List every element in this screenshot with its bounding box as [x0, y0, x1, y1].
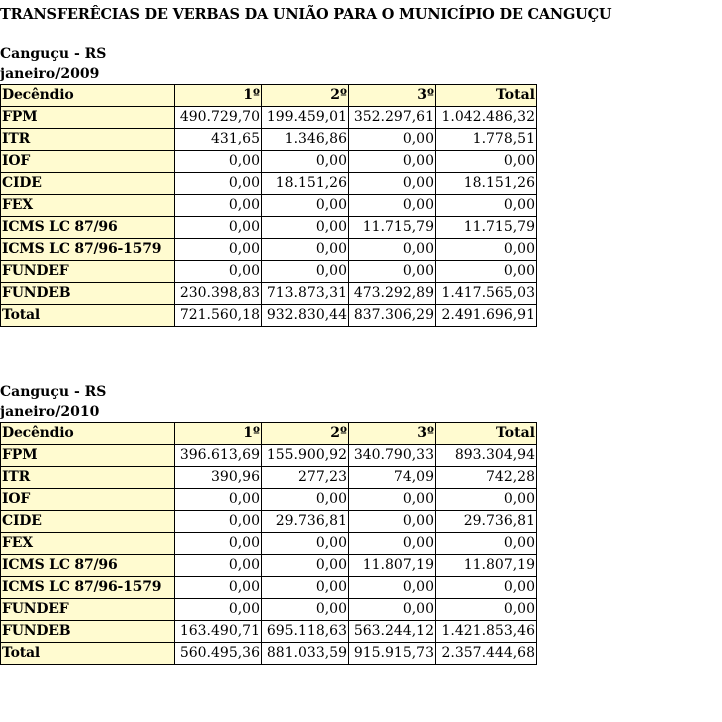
value-cell: 695.118,63 — [262, 621, 349, 643]
value-cell: 29.736,81 — [262, 511, 349, 533]
value-cell: 0,00 — [262, 217, 349, 239]
value-cell: 0,00 — [175, 261, 262, 283]
row-label: FEX — [1, 533, 175, 555]
value-cell: 837.306,29 — [349, 305, 436, 327]
value-cell: 0,00 — [175, 511, 262, 533]
value-cell: 0,00 — [175, 489, 262, 511]
value-cell: 29.736,81 — [436, 511, 537, 533]
value-cell: 0,00 — [175, 577, 262, 599]
row-label: FUNDEB — [1, 621, 175, 643]
value-cell: 1.417.565,03 — [436, 283, 537, 305]
value-cell: 0,00 — [262, 239, 349, 261]
row-label: FEX — [1, 195, 175, 217]
value-cell: 390,96 — [175, 467, 262, 489]
value-cell: 0,00 — [436, 239, 537, 261]
value-cell: 0,00 — [436, 599, 537, 621]
section-city: Canguçu - RS — [0, 384, 107, 400]
value-cell: 11.807,19 — [349, 555, 436, 577]
column-header: 3º — [349, 85, 436, 107]
column-header: 3º — [349, 423, 436, 445]
table-header-row — [1, 423, 537, 445]
column-header-decendio: Decêndio — [1, 423, 175, 445]
value-cell: 1.346,86 — [262, 129, 349, 151]
value-cell: 0,00 — [349, 533, 436, 555]
value-cell: 0,00 — [262, 533, 349, 555]
table-row — [1, 533, 537, 555]
value-cell: 0,00 — [262, 261, 349, 283]
value-cell: 0,00 — [349, 239, 436, 261]
total-row — [1, 643, 537, 665]
column-header: 2º — [262, 85, 349, 107]
row-label: Total — [1, 643, 175, 665]
column-header: Total — [436, 85, 537, 107]
value-cell: 11.715,79 — [349, 217, 436, 239]
section-2009 — [0, 44, 537, 327]
value-cell: 0,00 — [262, 489, 349, 511]
value-cell: 0,00 — [175, 555, 262, 577]
row-label: FUNDEF — [1, 599, 175, 621]
row-label: ICMS LC 87/96-1579 — [1, 239, 175, 261]
section-month: janeiro/2009 — [0, 66, 100, 82]
value-cell: 560.495,36 — [175, 643, 262, 665]
value-cell: 713.873,31 — [262, 283, 349, 305]
table-row — [1, 261, 537, 283]
value-cell: 0,00 — [349, 577, 436, 599]
table-row — [1, 445, 537, 467]
value-cell: 0,00 — [262, 151, 349, 173]
value-cell: 163.490,71 — [175, 621, 262, 643]
value-cell: 893.304,94 — [436, 445, 537, 467]
row-label: IOF — [1, 151, 175, 173]
value-cell: 230.398,83 — [175, 283, 262, 305]
value-cell: 199.459,01 — [262, 107, 349, 129]
value-cell: 0,00 — [349, 173, 436, 195]
value-cell: 0,00 — [175, 217, 262, 239]
value-cell: 0,00 — [175, 599, 262, 621]
value-cell: 396.613,69 — [175, 445, 262, 467]
table-row — [1, 173, 537, 195]
value-cell: 18.151,26 — [262, 173, 349, 195]
value-cell: 0,00 — [436, 151, 537, 173]
value-cell: 352.297,61 — [349, 107, 436, 129]
column-header: Total — [436, 423, 537, 445]
transfers-table-2009 — [0, 84, 537, 327]
value-cell: 0,00 — [349, 151, 436, 173]
table-row — [1, 555, 537, 577]
value-cell: 11.715,79 — [436, 217, 537, 239]
row-label: ICMS LC 87/96 — [1, 217, 175, 239]
total-row — [1, 305, 537, 327]
column-header-decendio: Decêndio — [1, 85, 175, 107]
value-cell: 0,00 — [349, 195, 436, 217]
row-label: FUNDEF — [1, 261, 175, 283]
section-city: Canguçu - RS — [0, 46, 107, 62]
value-cell: 0,00 — [436, 195, 537, 217]
value-cell: 1.421.853,46 — [436, 621, 537, 643]
value-cell: 0,00 — [349, 129, 436, 151]
table-header-row — [1, 85, 537, 107]
value-cell: 0,00 — [349, 511, 436, 533]
table-row — [1, 621, 537, 643]
value-cell: 431,65 — [175, 129, 262, 151]
row-label: FPM — [1, 107, 175, 129]
page-title: TRANSFERÊCIAS DE VERBAS DA UNIÃO PARA O MUNICÍPIO DE CANGUÇU — [0, 6, 612, 23]
value-cell: 563.244,12 — [349, 621, 436, 643]
table-row — [1, 195, 537, 217]
value-cell: 0,00 — [262, 577, 349, 599]
row-label: FPM — [1, 445, 175, 467]
value-cell: 340.790,33 — [349, 445, 436, 467]
value-cell: 74,09 — [349, 467, 436, 489]
column-header: 1º — [175, 423, 262, 445]
value-cell: 0,00 — [175, 195, 262, 217]
value-cell: 0,00 — [175, 533, 262, 555]
table-row — [1, 239, 537, 261]
table-row — [1, 489, 537, 511]
value-cell: 932.830,44 — [262, 305, 349, 327]
value-cell: 0,00 — [175, 151, 262, 173]
value-cell: 0,00 — [175, 173, 262, 195]
value-cell: 881.033,59 — [262, 643, 349, 665]
value-cell: 490.729,70 — [175, 107, 262, 129]
value-cell: 0,00 — [436, 489, 537, 511]
row-label: CIDE — [1, 511, 175, 533]
row-label: ICMS LC 87/96-1579 — [1, 577, 175, 599]
value-cell: 2.357.444,68 — [436, 643, 537, 665]
value-cell: 0,00 — [436, 577, 537, 599]
value-cell: 0,00 — [436, 533, 537, 555]
table-row — [1, 467, 537, 489]
value-cell: 2.491.696,91 — [436, 305, 537, 327]
section-month: janeiro/2010 — [0, 404, 100, 420]
value-cell: 0,00 — [436, 261, 537, 283]
column-header: 1º — [175, 85, 262, 107]
row-label: ICMS LC 87/96 — [1, 555, 175, 577]
value-cell: 277,23 — [262, 467, 349, 489]
value-cell: 0,00 — [175, 239, 262, 261]
section-2010 — [0, 382, 537, 665]
row-label: Total — [1, 305, 175, 327]
value-cell: 742,28 — [436, 467, 537, 489]
value-cell: 0,00 — [349, 599, 436, 621]
table-row — [1, 577, 537, 599]
table-row — [1, 599, 537, 621]
column-header: 2º — [262, 423, 349, 445]
table-row — [1, 217, 537, 239]
value-cell: 1.042.486,32 — [436, 107, 537, 129]
value-cell: 0,00 — [262, 599, 349, 621]
value-cell: 0,00 — [262, 195, 349, 217]
value-cell: 155.900,92 — [262, 445, 349, 467]
table-row — [1, 511, 537, 533]
row-label: ITR — [1, 129, 175, 151]
value-cell: 11.807,19 — [436, 555, 537, 577]
table-row — [1, 151, 537, 173]
value-cell: 0,00 — [349, 489, 436, 511]
row-label: IOF — [1, 489, 175, 511]
value-cell: 0,00 — [262, 555, 349, 577]
value-cell: 721.560,18 — [175, 305, 262, 327]
value-cell: 473.292,89 — [349, 283, 436, 305]
row-label: FUNDEB — [1, 283, 175, 305]
value-cell: 1.778,51 — [436, 129, 537, 151]
row-label: ITR — [1, 467, 175, 489]
table-row — [1, 129, 537, 151]
value-cell: 0,00 — [349, 261, 436, 283]
table-row — [1, 107, 537, 129]
transfers-table-2010 — [0, 422, 537, 665]
value-cell: 915.915,73 — [349, 643, 436, 665]
table-row — [1, 283, 537, 305]
row-label: CIDE — [1, 173, 175, 195]
value-cell: 18.151,26 — [436, 173, 537, 195]
